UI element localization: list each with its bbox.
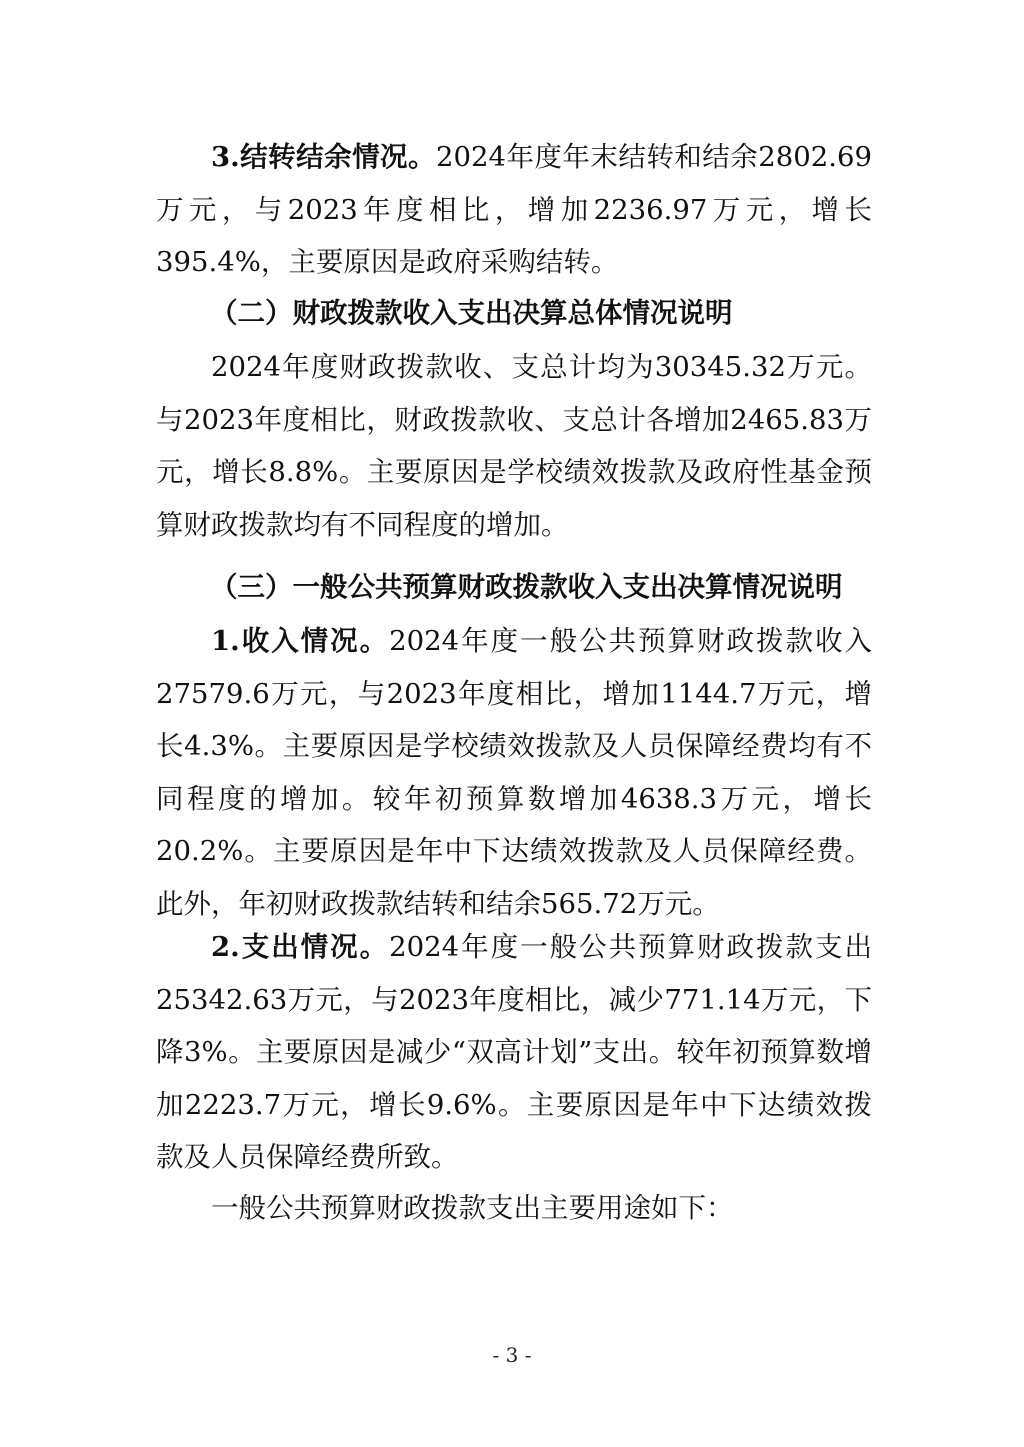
section-heading-2: （二）财政拨款收入支出决算总体情况说明: [210, 297, 733, 329]
paragraph-text: 2024年度一般公共预算财政拨款收入27579.6万元，与2023年度相比，增加1144.7万元，增长4.3%。主要原因是学校绩效拨款及人员保障经费均有不同程度的增加。较年初预算数增加4638.3万元，增长20.2%。主要原因是年中下达绩效拨款及人员保障经费。此外，年初财政拨款结转和结余565.72万元。: [156, 625, 872, 920]
paragraph-lead: 1.收入情况。: [211, 625, 390, 657]
page-number: - 3 -: [492, 1343, 532, 1367]
paragraph-text: 2024年度年末结转和结余2802.69万元，与2023年度相比，增加2236.97万元，增长395.4%，主要原因是政府采购结转。: [156, 141, 872, 278]
paragraph-carryover-balance: [156, 131, 872, 289]
paragraph-text: 2024年度财政拨款收、支总计均为30345.32万元。与2023年度相比，财政拨款收、支总计各增加2465.83万元，增长8.8%。主要原因是学校绩效拨款及政府性基金预算财政拨款均有不同程度的增加。: [156, 351, 872, 541]
paragraph-text: 一般公共预算财政拨款支出主要用途如下：: [211, 1192, 734, 1224]
paragraph-income: [156, 615, 872, 930]
section-heading-3: （三）一般公共预算财政拨款收入支出决算情况说明: [210, 571, 843, 603]
paragraph-usage-intro: [156, 1182, 872, 1235]
paragraph-lead: 3.结转结余情况。: [211, 141, 437, 173]
paragraph-expenditure: [156, 921, 872, 1184]
paragraph-fiscal-total: [156, 341, 872, 551]
paragraph-text: 2024年度一般公共预算财政拨款支出25342.63万元，与2023年度相比，减少771.14万元，下降3%。主要原因是减少“双高计划”支出。较年初预算数增加2223.7万元，增长9.6%。主要原因是年中下达绩效拨款及人员保障经费所致。: [156, 931, 872, 1173]
paragraph-lead: 2.支出情况。: [211, 931, 390, 963]
